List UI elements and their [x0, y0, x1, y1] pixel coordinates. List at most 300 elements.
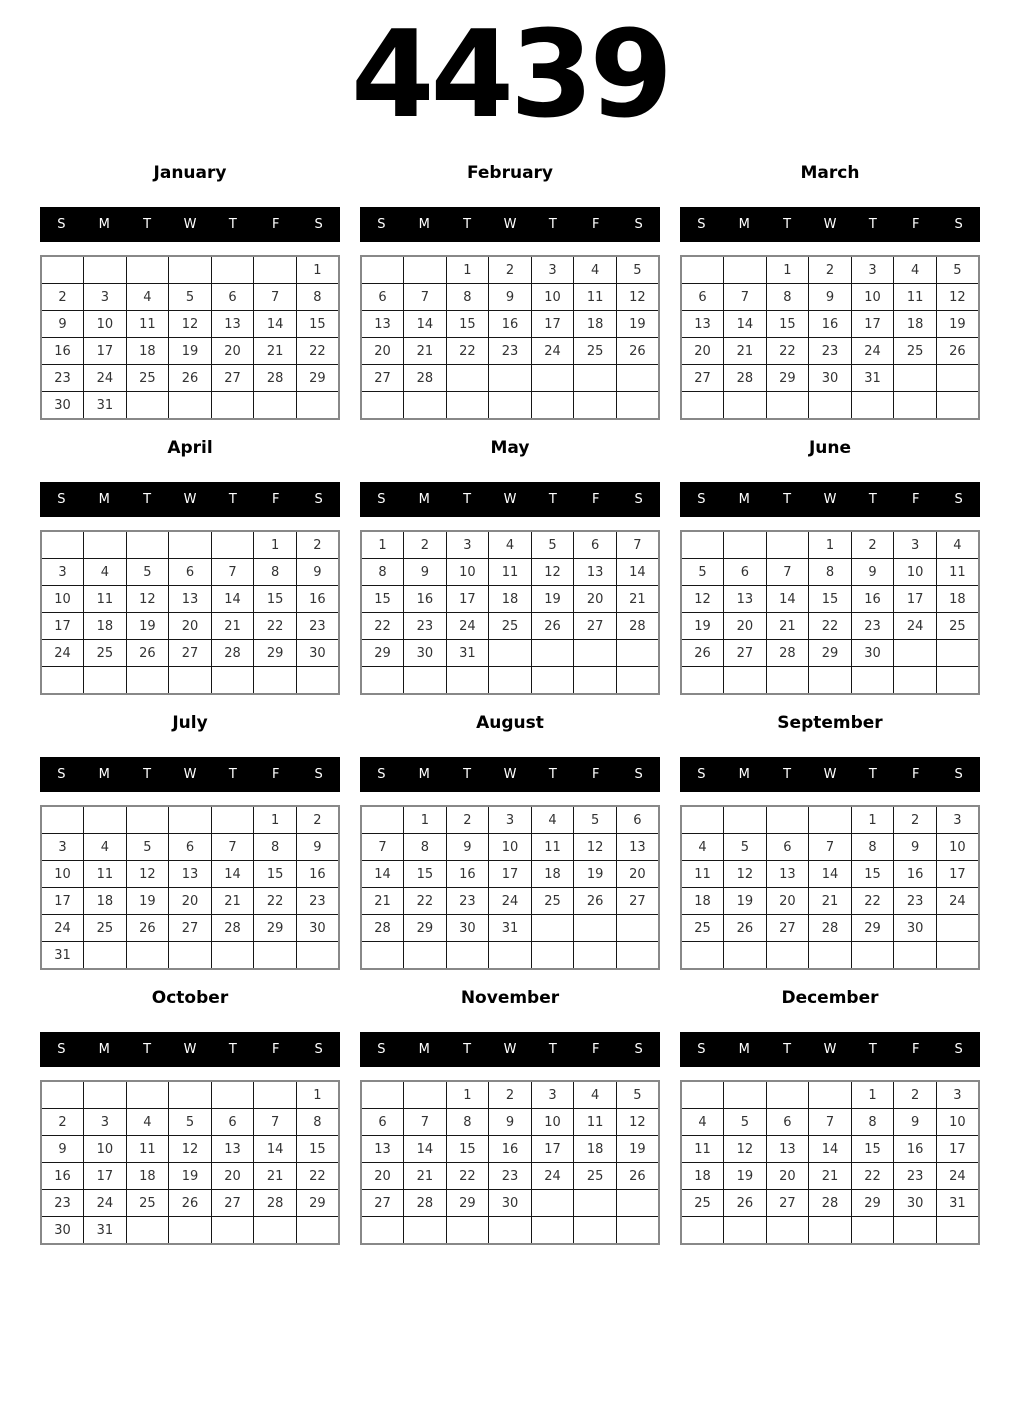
week-row	[681, 1109, 979, 1136]
day-cell: 20	[766, 1163, 809, 1190]
day-cell: 14	[724, 311, 767, 338]
day-cell: 8	[446, 1109, 489, 1136]
weekday-label: T	[463, 492, 472, 507]
day-cell	[809, 1081, 852, 1109]
weekday-label: T	[868, 492, 877, 507]
weekday-label: M	[418, 492, 430, 507]
day-cell: 6	[574, 531, 617, 559]
day-cell: 2	[894, 806, 937, 834]
day-cell: 29	[296, 365, 339, 392]
day-cell: 16	[296, 586, 339, 613]
day-cell: 14	[361, 861, 404, 888]
month-day-grid	[40, 1080, 340, 1245]
week-row	[361, 559, 659, 586]
week-row	[681, 942, 979, 970]
day-cell: 30	[296, 915, 339, 942]
weekday-label: T	[143, 1042, 152, 1057]
day-cell	[531, 915, 574, 942]
day-cell: 20	[574, 586, 617, 613]
day-cell: 15	[254, 586, 297, 613]
day-cell: 12	[126, 861, 169, 888]
day-cell: 11	[531, 834, 574, 861]
day-cell: 20	[361, 338, 404, 365]
weekday-header-bar	[360, 207, 660, 242]
day-cell	[574, 942, 617, 970]
week-row	[681, 256, 979, 284]
day-cell	[254, 1217, 297, 1245]
week-row	[681, 1081, 979, 1109]
day-cell: 12	[574, 834, 617, 861]
day-cell: 31	[84, 1217, 127, 1245]
week-row	[361, 806, 659, 834]
day-cell: 5	[169, 1109, 212, 1136]
day-cell: 5	[936, 256, 979, 284]
day-cell: 15	[851, 861, 894, 888]
day-cell	[361, 1081, 404, 1109]
day-cell: 13	[681, 311, 724, 338]
day-cell: 6	[211, 1109, 254, 1136]
week-row	[681, 559, 979, 586]
day-cell	[211, 1081, 254, 1109]
day-cell: 25	[936, 613, 979, 640]
day-cell: 17	[446, 586, 489, 613]
day-cell	[681, 942, 724, 970]
day-cell: 7	[254, 284, 297, 311]
day-cell	[681, 531, 724, 559]
day-cell: 25	[531, 888, 574, 915]
day-cell: 5	[531, 531, 574, 559]
day-cell: 7	[404, 284, 447, 311]
day-cell: 2	[41, 284, 84, 311]
day-cell: 14	[766, 586, 809, 613]
day-cell: 8	[851, 834, 894, 861]
day-cell	[574, 1190, 617, 1217]
day-cell	[574, 1217, 617, 1245]
day-cell	[254, 256, 297, 284]
day-cell: 16	[41, 338, 84, 365]
day-cell	[41, 1081, 84, 1109]
day-cell: 13	[169, 586, 212, 613]
month-day-grid	[360, 530, 660, 695]
month-day-grid	[40, 255, 340, 420]
day-cell: 16	[296, 861, 339, 888]
day-cell	[531, 1217, 574, 1245]
day-cell: 6	[681, 284, 724, 311]
day-cell: 26	[574, 888, 617, 915]
day-cell: 21	[404, 338, 447, 365]
day-cell: 24	[531, 338, 574, 365]
day-cell: 17	[84, 338, 127, 365]
day-cell: 8	[404, 834, 447, 861]
week-row	[681, 284, 979, 311]
month-name: May	[490, 438, 530, 458]
day-cell: 16	[489, 311, 532, 338]
day-cell: 28	[211, 915, 254, 942]
day-cell: 7	[211, 559, 254, 586]
day-cell: 13	[616, 834, 659, 861]
month-block	[360, 430, 660, 695]
weekday-label: S	[634, 767, 643, 782]
day-cell: 29	[446, 1190, 489, 1217]
weekday-label: S	[314, 217, 323, 232]
day-cell: 9	[446, 834, 489, 861]
weekday-label: W	[503, 492, 517, 507]
week-row	[681, 861, 979, 888]
day-cell: 9	[489, 284, 532, 311]
day-cell	[126, 942, 169, 970]
month-day-grid	[680, 805, 980, 970]
day-cell	[936, 942, 979, 970]
week-row	[361, 365, 659, 392]
day-cell: 10	[851, 284, 894, 311]
day-cell	[616, 942, 659, 970]
day-cell: 23	[489, 1163, 532, 1190]
day-cell	[84, 256, 127, 284]
weekday-label: T	[143, 492, 152, 507]
month-block	[40, 980, 340, 1245]
day-cell: 5	[724, 834, 767, 861]
day-cell	[489, 392, 532, 420]
month-day-grid-body	[681, 1081, 979, 1244]
day-cell	[616, 1217, 659, 1245]
weekday-label: S	[697, 217, 706, 232]
day-cell	[851, 392, 894, 420]
weekday-label: T	[228, 217, 237, 232]
day-cell: 4	[894, 256, 937, 284]
day-cell: 25	[126, 1190, 169, 1217]
day-cell: 19	[724, 888, 767, 915]
day-cell	[126, 256, 169, 284]
day-cell	[574, 915, 617, 942]
day-cell: 17	[489, 861, 532, 888]
day-cell: 18	[574, 1136, 617, 1163]
day-cell: 18	[126, 1163, 169, 1190]
day-cell: 23	[41, 1190, 84, 1217]
day-cell	[531, 640, 574, 667]
day-cell	[254, 392, 297, 420]
weekday-label: S	[314, 492, 323, 507]
day-cell: 22	[851, 1163, 894, 1190]
day-cell: 22	[809, 613, 852, 640]
day-cell: 8	[361, 559, 404, 586]
day-cell: 24	[531, 1163, 574, 1190]
weekday-label: W	[823, 1042, 837, 1057]
day-cell: 30	[894, 915, 937, 942]
day-cell: 13	[361, 311, 404, 338]
day-cell	[724, 942, 767, 970]
weekday-label: S	[954, 1042, 963, 1057]
day-cell	[809, 392, 852, 420]
day-cell: 27	[169, 915, 212, 942]
weekday-label: M	[738, 492, 750, 507]
day-cell: 19	[616, 311, 659, 338]
weekday-label: T	[868, 217, 877, 232]
day-cell: 19	[616, 1136, 659, 1163]
month-day-grid	[360, 255, 660, 420]
day-cell: 19	[724, 1163, 767, 1190]
day-cell: 9	[809, 284, 852, 311]
day-cell: 5	[681, 559, 724, 586]
day-cell: 31	[41, 942, 84, 970]
day-cell: 8	[254, 559, 297, 586]
day-cell	[84, 942, 127, 970]
day-cell: 3	[851, 256, 894, 284]
weekday-label: W	[503, 217, 517, 232]
weekday-label: S	[57, 217, 66, 232]
month-block	[360, 980, 660, 1245]
day-cell: 30	[404, 640, 447, 667]
day-cell	[254, 942, 297, 970]
day-cell	[84, 531, 127, 559]
day-cell: 15	[361, 586, 404, 613]
day-cell: 15	[766, 311, 809, 338]
weekday-label: T	[548, 767, 557, 782]
week-row	[681, 888, 979, 915]
day-cell: 28	[616, 613, 659, 640]
day-cell	[211, 392, 254, 420]
day-cell: 29	[851, 915, 894, 942]
day-cell	[446, 1217, 489, 1245]
week-row	[361, 311, 659, 338]
day-cell: 24	[851, 338, 894, 365]
day-cell	[574, 365, 617, 392]
day-cell: 1	[254, 531, 297, 559]
day-cell: 11	[489, 559, 532, 586]
day-cell	[531, 942, 574, 970]
weekday-label: S	[314, 767, 323, 782]
day-cell: 1	[766, 256, 809, 284]
day-cell: 19	[169, 338, 212, 365]
month-day-grid-body	[361, 531, 659, 694]
day-cell: 24	[41, 640, 84, 667]
week-row	[41, 667, 339, 695]
day-cell: 20	[724, 613, 767, 640]
weekday-label: S	[377, 217, 386, 232]
day-cell: 6	[169, 559, 212, 586]
day-cell: 8	[296, 284, 339, 311]
day-cell: 27	[211, 365, 254, 392]
weekday-label: S	[954, 492, 963, 507]
day-cell: 14	[404, 311, 447, 338]
day-cell: 6	[766, 834, 809, 861]
day-cell: 4	[126, 1109, 169, 1136]
day-cell	[254, 1081, 297, 1109]
day-cell: 6	[766, 1109, 809, 1136]
day-cell: 2	[851, 531, 894, 559]
day-cell	[404, 1081, 447, 1109]
day-cell: 25	[126, 365, 169, 392]
weekday-label: W	[823, 217, 837, 232]
weekday-header-bar	[360, 482, 660, 517]
day-cell	[766, 942, 809, 970]
day-cell: 22	[446, 338, 489, 365]
weekday-label: T	[868, 767, 877, 782]
day-cell: 11	[84, 586, 127, 613]
day-cell	[574, 667, 617, 695]
day-cell: 21	[766, 613, 809, 640]
week-row	[681, 613, 979, 640]
weekday-label: S	[634, 1042, 643, 1057]
month-day-grid	[680, 1080, 980, 1245]
day-cell: 1	[851, 1081, 894, 1109]
day-cell: 10	[41, 861, 84, 888]
week-row	[41, 559, 339, 586]
day-cell: 30	[296, 640, 339, 667]
day-cell: 10	[531, 284, 574, 311]
day-cell: 20	[169, 613, 212, 640]
day-cell	[446, 392, 489, 420]
day-cell: 12	[169, 1136, 212, 1163]
day-cell: 3	[446, 531, 489, 559]
weekday-label: F	[271, 492, 280, 507]
weekday-header-bar	[40, 207, 340, 242]
day-cell: 24	[446, 613, 489, 640]
week-row	[361, 392, 659, 420]
day-cell	[169, 942, 212, 970]
day-cell	[724, 1081, 767, 1109]
day-cell: 3	[936, 806, 979, 834]
week-row	[361, 1136, 659, 1163]
day-cell: 27	[616, 888, 659, 915]
day-cell: 25	[681, 1190, 724, 1217]
day-cell	[766, 392, 809, 420]
day-cell	[361, 256, 404, 284]
day-cell: 1	[254, 806, 297, 834]
week-row	[41, 392, 339, 420]
day-cell: 29	[296, 1190, 339, 1217]
day-cell: 10	[531, 1109, 574, 1136]
weekday-label: F	[271, 217, 280, 232]
week-row	[361, 1109, 659, 1136]
week-row	[681, 640, 979, 667]
day-cell: 17	[936, 861, 979, 888]
week-row	[361, 888, 659, 915]
day-cell: 23	[809, 338, 852, 365]
day-cell	[84, 1081, 127, 1109]
day-cell: 6	[361, 284, 404, 311]
day-cell	[531, 392, 574, 420]
month-day-grid	[360, 1080, 660, 1245]
day-cell	[126, 1217, 169, 1245]
week-row	[41, 1081, 339, 1109]
day-cell: 21	[809, 1163, 852, 1190]
weekday-label: M	[98, 492, 110, 507]
month-day-grid-body	[681, 256, 979, 419]
day-cell: 30	[41, 1217, 84, 1245]
weekday-label: W	[823, 492, 837, 507]
day-cell	[616, 392, 659, 420]
day-cell: 14	[211, 586, 254, 613]
day-cell: 18	[531, 861, 574, 888]
day-cell: 15	[809, 586, 852, 613]
week-row	[41, 1109, 339, 1136]
day-cell: 13	[211, 311, 254, 338]
week-row	[361, 640, 659, 667]
day-cell: 19	[169, 1163, 212, 1190]
day-cell: 28	[254, 365, 297, 392]
day-cell	[211, 256, 254, 284]
day-cell: 25	[489, 613, 532, 640]
day-cell: 18	[936, 586, 979, 613]
day-cell: 14	[809, 1136, 852, 1163]
day-cell: 5	[126, 559, 169, 586]
day-cell: 20	[766, 888, 809, 915]
weekday-label: M	[418, 767, 430, 782]
day-cell	[531, 1190, 574, 1217]
weekday-label: T	[548, 217, 557, 232]
week-row	[361, 1081, 659, 1109]
day-cell: 27	[361, 1190, 404, 1217]
weekday-header-bar	[680, 482, 980, 517]
day-cell	[616, 915, 659, 942]
day-cell	[894, 392, 937, 420]
day-cell	[851, 667, 894, 695]
day-cell	[489, 1217, 532, 1245]
weekday-label: T	[143, 767, 152, 782]
day-cell: 11	[84, 861, 127, 888]
weekday-label: S	[697, 492, 706, 507]
day-cell: 18	[84, 613, 127, 640]
day-cell: 20	[211, 1163, 254, 1190]
day-cell: 8	[254, 834, 297, 861]
day-cell: 21	[211, 888, 254, 915]
week-row	[41, 338, 339, 365]
day-cell: 3	[41, 559, 84, 586]
weekday-label: S	[697, 1042, 706, 1057]
weekday-label: S	[697, 767, 706, 782]
weekday-header-bar	[680, 207, 980, 242]
day-cell: 22	[296, 1163, 339, 1190]
month-day-grid-body	[41, 1081, 339, 1244]
day-cell: 23	[851, 613, 894, 640]
weekday-label: S	[57, 767, 66, 782]
week-row	[361, 861, 659, 888]
weekday-label: M	[418, 217, 430, 232]
day-cell: 23	[489, 338, 532, 365]
week-row	[681, 1190, 979, 1217]
month-block	[680, 980, 980, 1245]
day-cell: 4	[84, 834, 127, 861]
day-cell: 29	[254, 915, 297, 942]
day-cell: 25	[574, 338, 617, 365]
day-cell	[404, 1217, 447, 1245]
weekday-label: M	[98, 1042, 110, 1057]
day-cell: 1	[404, 806, 447, 834]
day-cell: 2	[809, 256, 852, 284]
day-cell: 6	[169, 834, 212, 861]
day-cell	[41, 531, 84, 559]
day-cell	[169, 256, 212, 284]
day-cell: 26	[616, 1163, 659, 1190]
day-cell	[724, 1217, 767, 1245]
year-title: 4439	[351, 6, 669, 145]
day-cell: 1	[809, 531, 852, 559]
weekday-label: F	[911, 767, 920, 782]
month-name: February	[466, 163, 554, 183]
day-cell	[41, 667, 84, 695]
day-cell: 13	[169, 861, 212, 888]
weekday-label: M	[738, 1042, 750, 1057]
day-cell: 7	[254, 1109, 297, 1136]
day-cell: 14	[404, 1136, 447, 1163]
day-cell: 27	[724, 640, 767, 667]
day-cell: 17	[851, 311, 894, 338]
day-cell: 9	[41, 1136, 84, 1163]
day-cell: 1	[446, 1081, 489, 1109]
day-cell	[724, 256, 767, 284]
day-cell: 12	[724, 1136, 767, 1163]
day-cell: 18	[489, 586, 532, 613]
